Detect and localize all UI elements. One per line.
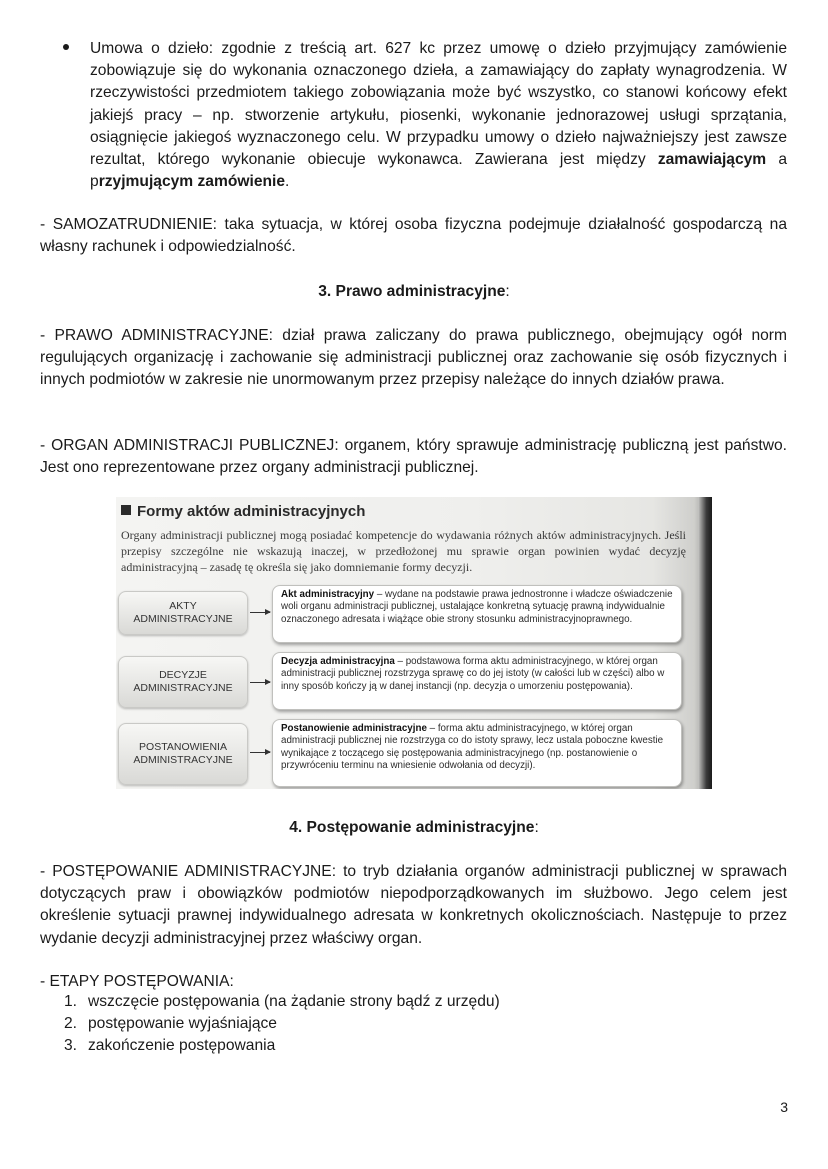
box-decyzja-administracyjna [272, 652, 682, 710]
section-heading-postepowanie-administracyjne [0, 819, 828, 837]
page-number: 3 [780, 1099, 788, 1115]
label-line2: ADMINISTRACYJNE [133, 754, 233, 766]
bullet-end: . [285, 173, 290, 191]
definition-organ-administracji: - ORGAN ADMINISTRACJI PUBLICZNEJ: organem, który sprawuje administrację publiczną jest państwo. Jest ono reprezentowane przez organy administracji publicznej. [40, 437, 787, 477]
arrow-right-icon [250, 682, 270, 683]
heading-text: 4. Postępowanie administracyjne [289, 819, 535, 836]
label-line1: AKTY [169, 600, 197, 612]
bold-zamawiajacym: zamawiającym [657, 151, 767, 169]
bold-przyjmujacym: rzyjmującym zamówienie [98, 173, 286, 191]
list-number: 2. [64, 1015, 78, 1032]
arrow-right-icon [250, 752, 270, 753]
figure-intro: Organy administracji publicznej mogą posiadać kompetencje do wydawania różnych aktów administracyjnych. Jeśli przepisy szczególne nie wskazują inaczej, w przedłożonej mu sprawie organ powinien wydać decyzję administracyjną – zasadę tę określa się jako domniemanie formy decyzji. [121, 528, 686, 574]
arrow-right-icon [250, 612, 270, 613]
heading-colon: : [534, 819, 539, 836]
scanned-figure-formy-aktow [116, 497, 712, 789]
list-item [64, 1015, 277, 1033]
label-line2: ADMINISTRACYJNE [133, 613, 233, 625]
list-number: 3. [64, 1037, 78, 1054]
label-postanowienia-administracyjne [118, 723, 248, 785]
bullet-connector: a p [90, 151, 787, 191]
section-heading-prawo-administracyjne [0, 283, 828, 301]
box-term: Akt administracyjny [281, 589, 375, 600]
box-term: Postanowienie administracyjne [281, 723, 427, 734]
heading-colon: : [505, 283, 510, 300]
box-akt-administracyjny [272, 585, 682, 643]
bullet-umowa-o-dzielo [90, 38, 787, 193]
definition-postepowanie-administracyjne: - POSTĘPOWANIE ADMINISTRACYJNE: to tryb działania organów administracji publicznej w sprawach dotyczących praw i obowiązków podmiotów niepodporządkowanych im służbowo. Jego celem jest określenie sytuacji prawnej indywidualnego adresata w konkretnych okolicznościach. Następuje to przez wydanie decyzji administracyjnej przez właściwy organ. [40, 863, 787, 947]
box-desc: – wydane na podstawie prawa jednostronne i władcze oświadczenie woli organu administracji publicznej, ustalające konkretną sytuację prawną indywidualnie oznaczonego adresata i wiążące obie strony stosunku administracyjnoprawnego. [281, 589, 673, 625]
figure-title [121, 503, 365, 520]
list-text: postępowanie wyjaśniające [88, 1015, 277, 1032]
list-item [64, 1037, 275, 1055]
label-decyzje-administracyjne [118, 656, 248, 708]
box-postanowienie-administracyjne [272, 719, 682, 787]
label-line2: ADMINISTRACYJNE [133, 682, 233, 694]
label-line1: DECYZJE [159, 669, 207, 681]
list-text: wszczęcie postępowania (na żądanie strony bądź z urzędu) [88, 993, 500, 1010]
box-desc: – forma aktu administracyjnego, w której organ administracji publicznej nie rozstrzyga co do istoty sprawy, lecz ustala poboczne kwestie wynikające z toczącego się postępowania administracyjnego (np. postanowienie o przywróceniu terminu na wniesienie odwołania od decyzji). [281, 723, 664, 772]
label-line1: POSTANOWIENIA [139, 741, 227, 753]
list-item [64, 993, 500, 1011]
definition-samozatrudnienie: - SAMOZATRUDNIENIE: taka sytuacja, w której osoba fizyczna podejmuje działalność gospodarczą na własny rachunek i odpowiedzialność. [40, 216, 787, 256]
figure-title-text: Formy aktów administracyjnych [137, 503, 366, 520]
box-term: Decyzja administracyjna [281, 656, 395, 667]
label-akty-administracyjne [118, 591, 248, 635]
scan-edge-shadow [698, 497, 712, 789]
square-bullet-icon [121, 505, 131, 515]
box-desc: – podstawowa forma aktu administracyjnego, w której organ administracji publicznej rozstrzyga sprawę co do jej istoty (w całości lub w części) albo w inny sposób kończy ją w danej instancji (np. decyzja o umorzeniu postępowania). [281, 656, 665, 692]
bullet-icon [63, 44, 69, 50]
etapy-heading: - ETAPY POSTĘPOWANIA: [40, 973, 234, 990]
definition-prawo-administracyjne: - PRAWO ADMINISTRACYJNE: dział prawa zaliczany do prawa publicznego, obejmujący ogół norm regulujących organizację i zachowanie się administracji publicznej oraz zachowanie się osób fizycznych i innych podmiotów w zakresie nie unormowanym przez przepisy należące do innych działów prawa. [40, 327, 787, 389]
list-number: 1. [64, 993, 78, 1010]
bullet-text: Umowa o dzieło: zgodnie z treścią art. 627 kc przez umowę o dzieło przyjmujący zamówienie zobowiązuje się do wykonania oznaczonego dzieła, a zamawiający do zapłaty wynagrodzenia. W rzeczywistości przedmiotem takiego zobowiązania może być wszystko, co stanowi końcowy efekt jakiejś pracy – np. stworzenie artykułu, piosenki, wykonanie jednorazowej usługi sprzątania, osiągnięcie jakiegoś wyznaczonego celu. W przypadku umowy o dzieło najważniejszy jest zawsze rezultat, którego wykonanie obiecuje wykonawca. Zawierana jest między [90, 40, 787, 169]
list-text: zakończenie postępowania [88, 1037, 276, 1054]
heading-text: 3. Prawo administracyjne [318, 283, 506, 300]
